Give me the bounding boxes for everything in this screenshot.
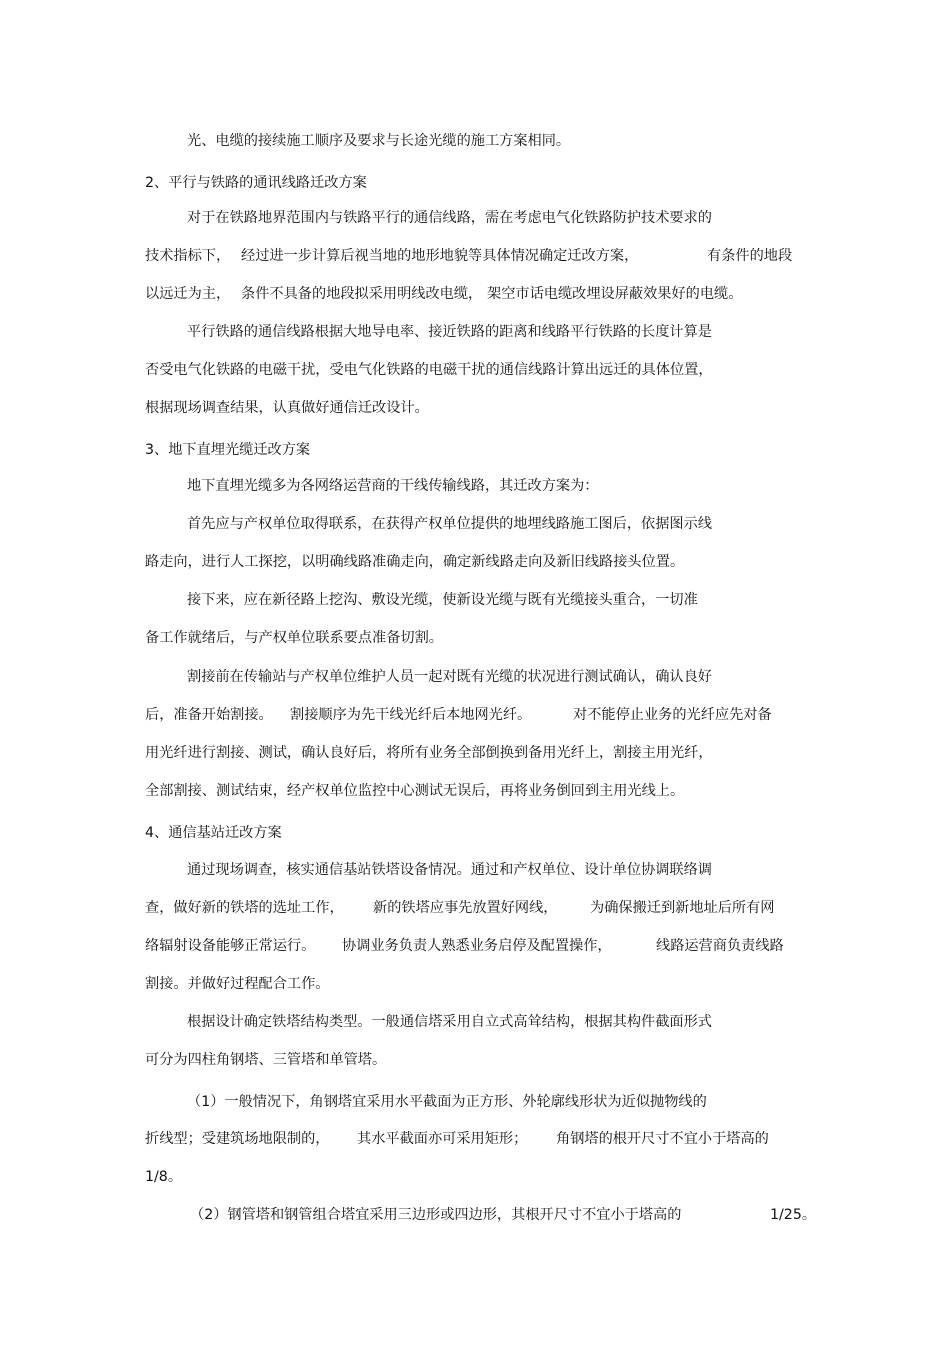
text-segment: 割接顺序为先干线光纤后本地网光纤。 — [290, 707, 532, 723]
text-line — [0, 512, 950, 536]
text-line — [0, 1127, 950, 1151]
text-line — [0, 320, 950, 344]
text-line — [0, 1048, 950, 1072]
text-segment: 技术指标下， — [145, 248, 231, 264]
text-segment: 经过进一步计算后视当地的地形地貌等具体情况确定迁改方案， — [241, 248, 639, 264]
text-line — [0, 206, 950, 230]
text-line — [0, 1165, 950, 1189]
text-segment: 否受电气化铁路的电磁干扰，受电气化铁路的电磁干扰的通信线路计算出远迁的具体位置， — [145, 362, 713, 378]
text-line — [0, 396, 950, 420]
text-segment: 其水平截面亦可采用矩形； — [357, 1131, 528, 1147]
text-segment: 割接。并做好过程配合工作。 — [145, 976, 330, 992]
text-line — [0, 779, 950, 803]
text-line — [0, 358, 950, 382]
text-line — [0, 171, 950, 195]
text-segment: 条件不具备的地段拟采用明线改电缆， — [241, 286, 483, 302]
text-segment: 平行铁路的通信线路根据大地导电率、接近铁路的距离和线路平行铁路的长度计算是 — [187, 324, 712, 340]
text-segment: 线路运营商负责线路 — [656, 938, 784, 954]
text-line — [0, 550, 950, 574]
text-segment: 可分为四柱角钢塔、三管塔和单管塔。 — [145, 1052, 387, 1068]
text-segment: 有条件的地段 — [707, 248, 793, 264]
text-segment: 根据设计确定铁塔结构类型。一般通信塔采用自立式高耸结构，根据其构件截面形式 — [187, 1014, 712, 1030]
text-segment: （1）一般情况下，角钢塔宜采用水平截面为正方形、外轮廓线形状为近似抛物线的 — [187, 1094, 707, 1110]
text-segment: 3、地下直埋光缆迁改方案 — [145, 442, 311, 458]
text-line — [0, 896, 950, 920]
text-line — [0, 665, 950, 689]
text-line — [0, 282, 950, 306]
text-segment: 用光纤进行割接、测试，确认良好后，将所有业务全部倒换到备用光纤上，割接主用光纤， — [145, 745, 713, 761]
text-segment: 4、通信基站迁改方案 — [145, 825, 282, 841]
text-segment: 架空市话电缆改埋设屏蔽效果好的电缆。 — [487, 286, 743, 302]
text-line — [0, 1010, 950, 1034]
text-segment: 协调业务负责人熟悉业务启停及配置操作， — [342, 938, 612, 954]
text-segment: 络辐射设备能够正常运行。 — [145, 938, 316, 954]
text-segment: 通过现场调查，核实通信基站铁塔设备情况。通过和产权单位、设计单位协调联络调 — [187, 862, 712, 878]
text-segment: 光、电缆的接续施工顺序及要求与长途光缆的施工方案相同。 — [187, 133, 571, 149]
text-segment: 根据现场调查结果，认真做好通信迁改设计。 — [145, 400, 429, 416]
text-segment: 角钢塔的根开尺寸不宜小于塔高的 — [556, 1131, 769, 1147]
text-line — [0, 703, 950, 727]
text-segment: 地下直埋光缆多为各网络运营商的干线传输线路，其迁改方案为： — [187, 478, 599, 494]
text-segment: 1/25。 — [770, 1207, 817, 1223]
text-line — [0, 858, 950, 882]
text-segment: 折线型；受建筑场地限制的， — [145, 1131, 330, 1147]
text-segment: 后，准备开始割接。 — [145, 707, 273, 723]
text-segment: （2）钢管塔和钢管组合塔宜采用三边形或四边形，其根开尺寸不宜小于塔高的 — [190, 1207, 682, 1223]
text-segment: 备工作就绪后，与产权单位联系要点准备切割。 — [145, 630, 443, 646]
text-line — [0, 1203, 950, 1227]
text-segment: 路走向，进行人工探挖，以明确线路准确走向，确定新线路走向及新旧线路接头位置。 — [145, 554, 685, 570]
text-line — [0, 821, 950, 845]
text-segment: 首先应与产权单位取得联系，在获得产权单位提供的地埋线路施工图后，依据图示线 — [187, 516, 712, 532]
text-line — [0, 474, 950, 498]
text-segment: 为确保搬迁到新地址后所有网 — [590, 900, 775, 916]
text-line — [0, 626, 950, 650]
text-segment: 对不能停止业务的光纤应先对备 — [573, 707, 772, 723]
text-line — [0, 741, 950, 765]
text-segment: 1/8。 — [145, 1169, 183, 1185]
text-line — [0, 438, 950, 462]
text-segment: 割接前在传输站与产权单位维护人员一起对既有光缆的状况进行测试确认，确认良好 — [187, 669, 712, 685]
text-segment: 2、平行与铁路的通讯线路迁改方案 — [145, 175, 367, 191]
text-segment: 新的铁塔应事先放置好网线， — [373, 900, 558, 916]
text-line — [0, 244, 950, 268]
text-line — [0, 1090, 950, 1114]
text-line — [0, 934, 950, 958]
text-line — [0, 972, 950, 996]
text-segment: 查，做好新的铁塔的选址工作， — [145, 900, 344, 916]
text-segment: 全部割接、测试结束，经产权单位监控中心测试无误后，再将业务倒回到主用光线上。 — [145, 783, 685, 799]
text-segment: 以远迁为主， — [145, 286, 231, 302]
text-segment: 对于在铁路地界范围内与铁路平行的通信线路，需在考虑电气化铁路防护技术要求的 — [187, 210, 712, 226]
text-line — [0, 588, 950, 612]
text-line — [0, 129, 950, 153]
text-segment: 接下来，应在新径路上挖沟、敷设光缆，使新设光缆与既有光缆接头重合，一切准 — [187, 592, 698, 608]
